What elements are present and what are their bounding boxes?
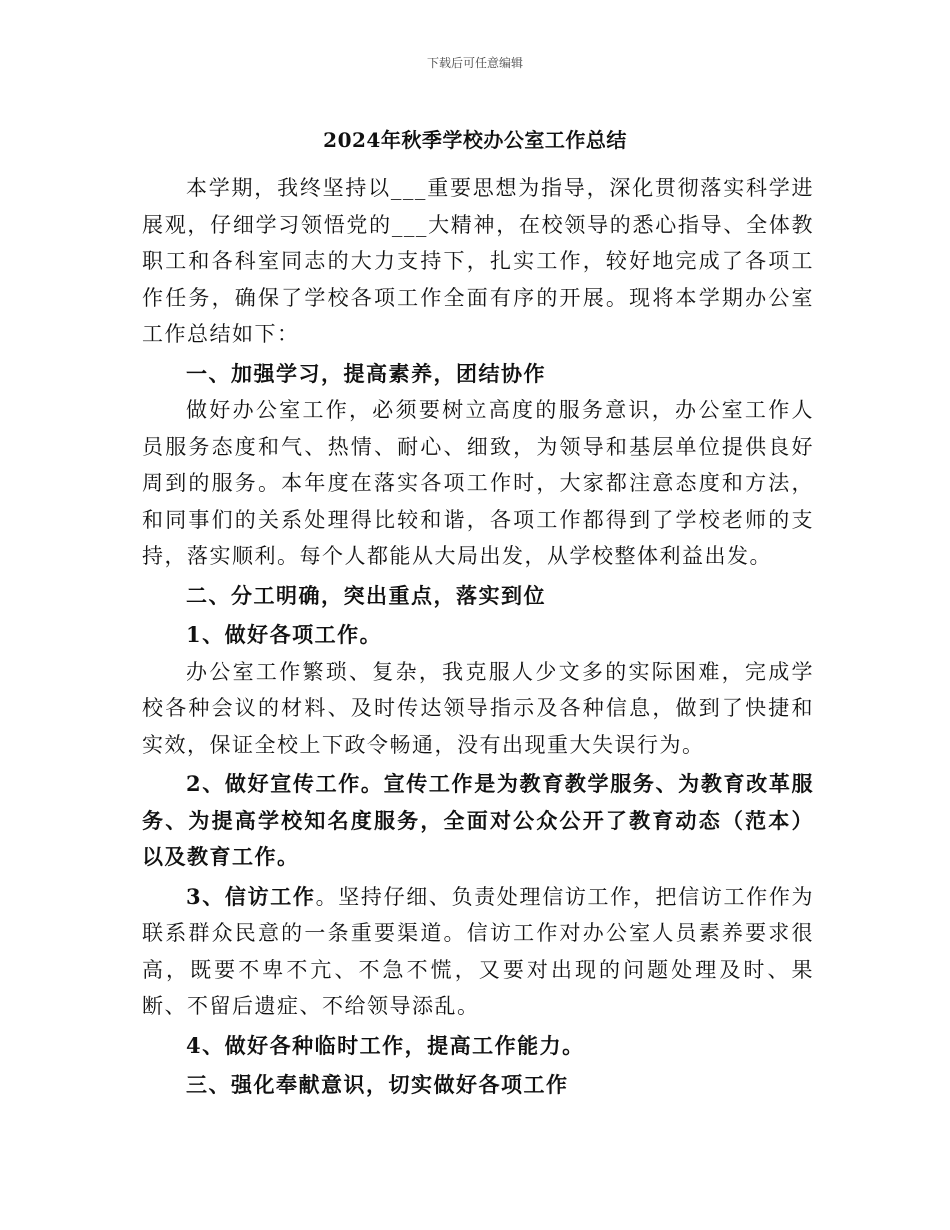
section-1-body: 做好办公室工作，必须要树立高度的服务意识，办公室工作人员服务态度和气、热情、耐心、细致，为领导和基层单位提供良好周到的服务。本年度在落实各项工作时，大家都注意态度和方法，和同事们的关系处理得比较和谐，各项工作都得到了学校老师的支持，落实顺利。每个人都能从大局出发，从学校整体利益出发。 xyxy=(142,398,814,568)
section-2-item-2: 2、做好宣传工作。宣传工作是为教育教学服务、为教育改革服务、为提高学校知名度服务，全面对公众公开了教育动态（范本）以及教育工作。 xyxy=(142,771,814,869)
section-2-item-3-body: 。坚持仔细、负责处理信访工作，把信访工作作为联系群众民意的一条重要渠道。信访工作对办公室人员素养要求很高，既要不卑不亢、不急不慌，又要对出现的问题处理及时、果断、不留后遗症、不给领导添乱。 xyxy=(142,884,814,1018)
section-1-heading: 一、加强学习，提高素养，团结协作 xyxy=(186,360,546,386)
document-title: 2024年秋季学校办公室工作总结 xyxy=(323,128,627,152)
section-2-heading: 二、分工明确，突出重点，落实到位 xyxy=(186,582,546,608)
section-2-item-1-body: 办公室工作繁琐、复杂，我克服人少文多的实际困难，完成学校各种会议的材料、及时传达领导指示及各种信息，做到了快捷和实效，保证全校上下政令畅通，没有出现重大失误行为。 xyxy=(142,659,814,757)
section-2-item-3-lead: 3、信访工作 xyxy=(186,883,316,909)
section-2-item-1-heading: 1、做好各项工作。 xyxy=(186,622,383,647)
section-3-heading: 三、强化奉献意识，切实做好各项工作 xyxy=(186,1072,569,1097)
section-2-item-3 xyxy=(142,879,814,1025)
header-note: 下载后可任意编辑 xyxy=(426,56,523,70)
section-2-item-4: 4、做好各种临时工作，提高工作能力。 xyxy=(186,1032,585,1058)
document-body xyxy=(142,170,814,1104)
intro-paragraph: 本学期，我终坚持以___重要思想为指导，深化贯彻落实科学进展观，仔细学习领悟党的___大精神，在校领导的悉心指导、全体教职工和各科室同志的大力支持下，扎实工作，较好地完成了各项工作任务，确保了学校各项工作全面有序的开展。现将本学期办公室工作总结如下： xyxy=(142,176,814,346)
